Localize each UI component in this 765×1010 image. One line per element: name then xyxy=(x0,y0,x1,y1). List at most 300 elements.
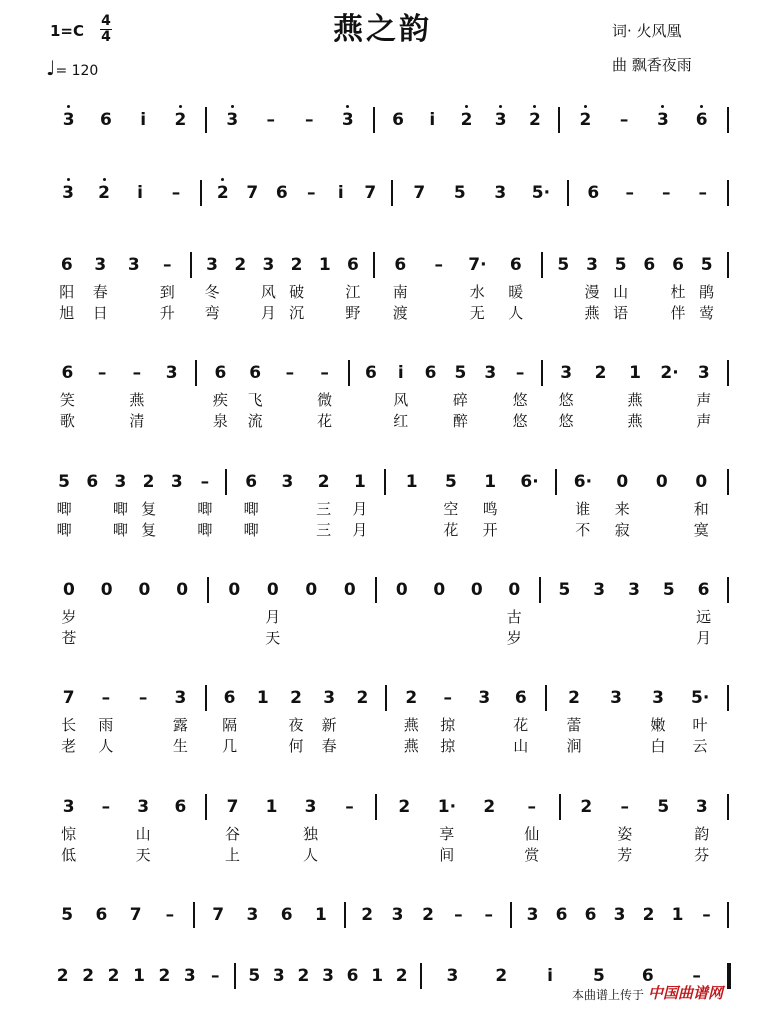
lyric-verse-2: 人 xyxy=(302,846,318,864)
note: 6 xyxy=(643,255,656,275)
lyric-verse-2: 不 xyxy=(575,521,591,539)
lyric-verse-1: 长 xyxy=(61,716,77,734)
note: 7 xyxy=(364,183,377,203)
lyric-verse-1: 花 xyxy=(513,716,529,734)
barline xyxy=(727,577,729,603)
note: 0 xyxy=(138,580,151,600)
note: 1 xyxy=(405,472,418,492)
note: – xyxy=(484,905,494,925)
lyric-verse-2: 伴 xyxy=(670,304,686,322)
note: – xyxy=(320,363,329,383)
lyric-verse-2: 涧 xyxy=(566,737,582,755)
note: – xyxy=(285,363,295,383)
note: i xyxy=(137,183,143,203)
note: 2 xyxy=(317,472,330,492)
note: – xyxy=(266,110,275,130)
lyric-verse-1: 雨 xyxy=(98,716,114,734)
note: 2 xyxy=(422,905,434,925)
lyric-verse-2: 沉 xyxy=(289,304,305,322)
lyric-verse-1: 笑 xyxy=(59,391,75,409)
lyric-verse-1: 微 xyxy=(317,391,333,409)
note: 2 xyxy=(142,472,155,492)
barline xyxy=(207,577,209,603)
lyric-verse-1: 三 xyxy=(316,500,332,518)
barline xyxy=(225,469,227,495)
barline xyxy=(375,577,377,603)
note: 3 xyxy=(60,110,78,130)
note: 6 xyxy=(584,905,597,925)
note: 0 xyxy=(266,580,279,600)
high-octave-dot xyxy=(346,105,349,108)
lyric-verse-1: 春 xyxy=(92,283,108,301)
note: 3 xyxy=(593,580,606,600)
note: 0 xyxy=(176,580,189,600)
barline xyxy=(727,107,729,133)
note: 6 xyxy=(245,472,258,492)
lyric-verse-2: 寞 xyxy=(693,521,709,539)
lyric-verse-2: 苍 xyxy=(61,629,77,647)
note: 0 xyxy=(62,580,75,600)
tempo-value: = 120 xyxy=(55,63,99,79)
lyric-verse-2: 天 xyxy=(265,629,281,647)
note: 2 xyxy=(458,110,476,130)
lyric-verse-2: 间 xyxy=(439,846,455,864)
lyric-verse-1: 江 xyxy=(345,283,361,301)
note: i xyxy=(397,363,404,383)
lyric-verse-1: 韵 xyxy=(694,825,710,843)
lyric-verse-2: 生 xyxy=(172,737,188,755)
lyric-verse-1: 月 xyxy=(265,608,281,626)
lyric-verse-2: 何 xyxy=(288,737,304,755)
high-octave-dot xyxy=(533,105,536,108)
note: – xyxy=(97,363,107,383)
barline xyxy=(193,902,195,928)
lyric-verse-1: 声 xyxy=(696,391,712,409)
lyric-verse-1: 古 xyxy=(506,608,522,626)
note: – xyxy=(702,905,711,925)
note: 3 xyxy=(183,966,196,986)
note: 5 xyxy=(614,255,627,275)
note: 5 xyxy=(453,183,466,203)
note: 6 xyxy=(223,688,236,708)
lyric-verse-1: 夜 xyxy=(288,716,304,734)
note: 5· xyxy=(691,688,710,708)
high-octave-dot xyxy=(221,178,224,181)
note: 6 xyxy=(249,363,262,383)
tempo-marking xyxy=(46,56,98,80)
lyric-verse-1: 阳 xyxy=(59,283,75,301)
lyric-verse-1: 漫 xyxy=(584,283,600,301)
lyric-verse-1: 惊 xyxy=(61,825,77,843)
note: 3 xyxy=(586,255,598,275)
barline xyxy=(510,902,512,928)
note: 2 xyxy=(356,688,369,708)
note: 3 xyxy=(127,255,140,275)
note: 2 xyxy=(158,966,171,986)
barline xyxy=(200,180,202,206)
note: 7 xyxy=(226,797,239,817)
high-octave-dot xyxy=(103,178,106,181)
note: – xyxy=(165,905,175,925)
note: 6 xyxy=(509,255,522,275)
note: 6 xyxy=(672,255,684,275)
lyric-verse-1: 南 xyxy=(392,283,408,301)
note: 7 xyxy=(246,183,259,203)
note: 1 xyxy=(671,905,684,925)
note: 2 xyxy=(56,966,69,986)
lyric-verse-2: 旭 xyxy=(59,304,75,322)
note: 6 xyxy=(394,255,407,275)
note: 1 xyxy=(318,255,331,275)
note: 6 xyxy=(346,255,359,275)
lyric-verse-2: 三 xyxy=(316,521,332,539)
note: 3 xyxy=(322,966,334,986)
lyric-verse-2: 唧 xyxy=(197,521,213,539)
high-octave-dot xyxy=(179,105,182,108)
note: 3 xyxy=(697,363,710,383)
note: 2 xyxy=(214,183,232,203)
barline xyxy=(555,469,557,495)
note: 7· xyxy=(468,255,487,275)
lyric-verse-2: 声 xyxy=(696,412,712,430)
barline xyxy=(541,360,543,386)
note: – xyxy=(625,183,634,203)
note: 7 xyxy=(62,688,75,708)
note: 7 xyxy=(413,183,426,203)
note: 0 xyxy=(655,472,668,492)
note: 2 xyxy=(483,797,496,817)
note: 6 xyxy=(697,580,710,600)
lyric-verse-1: 悠 xyxy=(558,391,574,409)
lyric-verse-1: 风 xyxy=(393,391,409,409)
song-title: 燕之韵 xyxy=(333,12,432,47)
note: 1 xyxy=(265,797,278,817)
note: 5 xyxy=(558,580,571,600)
note: 2 xyxy=(405,688,418,708)
note: 6 xyxy=(555,905,568,925)
lyric-verse-1: 姿 xyxy=(617,825,633,843)
note: – xyxy=(101,688,111,708)
barline xyxy=(205,685,207,711)
note: 1 xyxy=(133,966,145,986)
note: – xyxy=(163,255,172,275)
note: 2 xyxy=(580,797,593,817)
lyric-verse-2: 月 xyxy=(696,629,712,647)
lyric-verse-1: 和 xyxy=(693,500,709,518)
high-octave-dot xyxy=(661,105,664,108)
lyric-verse-2: 山 xyxy=(513,737,529,755)
lyric-verse-2: 悠 xyxy=(512,412,528,430)
note: 5 xyxy=(557,255,570,275)
lyric-verse-2: 低 xyxy=(61,846,77,864)
lyric-verse-1: 谷 xyxy=(224,825,240,843)
note: 2 xyxy=(398,797,411,817)
lyric-verse-2: 月 xyxy=(260,304,276,322)
lyric-verse-1: 嫩 xyxy=(650,716,666,734)
lyric-verse-1: 鹃 xyxy=(699,283,715,301)
note: – xyxy=(620,797,629,817)
lyric-verse-2: 人 xyxy=(508,304,524,322)
lyric-verse-2: 悠 xyxy=(558,412,574,430)
note: 6 xyxy=(587,183,600,203)
high-octave-dot xyxy=(584,105,587,108)
lyric-verse-2: 红 xyxy=(393,412,409,430)
note: 3 xyxy=(560,363,573,383)
barline xyxy=(727,469,729,495)
note: 3 xyxy=(652,688,664,708)
note: 3 xyxy=(281,472,294,492)
note: 1 xyxy=(256,688,269,708)
lyric-verse-1: 燕 xyxy=(129,391,145,409)
barline xyxy=(391,180,393,206)
barline xyxy=(541,252,543,278)
note: 2 xyxy=(594,363,607,383)
lyric-verse-1: 谁 xyxy=(575,500,591,518)
note: 2 xyxy=(526,110,544,130)
note: 1 xyxy=(314,905,327,925)
lyric-verse-2: 弯 xyxy=(204,304,220,322)
note: – xyxy=(515,363,525,383)
lyric-verse-1: 空 xyxy=(443,500,459,518)
note: i xyxy=(547,966,553,986)
lyric-verse-1: 隔 xyxy=(222,716,238,734)
barline xyxy=(559,794,561,820)
lyric-verse-2: 复 xyxy=(141,521,157,539)
lyric-verse-2: 掠 xyxy=(440,737,456,755)
barline xyxy=(539,577,541,603)
lyric-verse-2: 升 xyxy=(159,304,175,322)
note: 3 xyxy=(94,255,107,275)
note: 5 xyxy=(444,472,457,492)
barline xyxy=(727,180,729,206)
note: 3 xyxy=(62,797,75,817)
lyric-verse-1: 悠 xyxy=(512,391,528,409)
note: 2· xyxy=(660,363,679,383)
note: i xyxy=(337,183,344,203)
note: – xyxy=(305,110,314,130)
note: i xyxy=(429,110,436,130)
note: 2 xyxy=(576,110,594,130)
lyric-verse-2: 燕 xyxy=(627,412,643,430)
lyric-verse-2: 白 xyxy=(650,737,666,755)
note: 6· xyxy=(520,472,539,492)
note: 0 xyxy=(305,580,318,600)
lyric-verse-1: 鸣 xyxy=(482,500,498,518)
note: 6 xyxy=(99,110,112,130)
time-signature-bottom: 4 xyxy=(101,29,111,45)
note: – xyxy=(662,183,671,203)
lyric-verse-2: 老 xyxy=(61,737,77,755)
note: 6 xyxy=(364,363,377,383)
note: 6 xyxy=(86,472,99,492)
barline xyxy=(373,252,375,278)
high-octave-dot xyxy=(231,105,234,108)
lyric-verse-1: 唧 xyxy=(197,500,213,518)
barline xyxy=(420,963,422,989)
note: 6 xyxy=(346,966,359,986)
note: 3 xyxy=(695,797,708,817)
note: 6 xyxy=(641,966,654,986)
lyric-verse-1: 山 xyxy=(135,825,151,843)
final-barline xyxy=(727,963,731,989)
lyric-verse-1: 享 xyxy=(439,825,455,843)
note: 0 xyxy=(228,580,241,600)
key-signature: 1=C xyxy=(50,22,85,40)
lyric-verse-2: 渡 xyxy=(392,304,408,322)
barline xyxy=(190,252,192,278)
note: 5 xyxy=(454,363,467,383)
lyric-verse-1: 碎 xyxy=(452,391,468,409)
lyric-verse-2: 开 xyxy=(482,521,498,539)
note: 5 xyxy=(58,472,70,492)
barline xyxy=(727,902,729,928)
lyric-verse-1: 到 xyxy=(159,283,175,301)
barline xyxy=(727,252,729,278)
lyric-verse-2: 唧 xyxy=(112,521,128,539)
note: 6 xyxy=(514,688,527,708)
note: 7 xyxy=(129,905,142,925)
note: 2 xyxy=(82,966,95,986)
note: 3 xyxy=(391,905,404,925)
barline xyxy=(727,360,729,386)
barline xyxy=(384,469,386,495)
upload-credit: 本曲谱上传于 xyxy=(572,988,645,1002)
lyric-verse-2: 燕 xyxy=(584,304,600,322)
note: 1 xyxy=(484,472,497,492)
note: 3 xyxy=(137,797,150,817)
note: – xyxy=(138,688,148,708)
high-octave-dot xyxy=(700,105,703,108)
barline xyxy=(558,107,560,133)
note: 3 xyxy=(613,905,626,925)
note: 6 xyxy=(424,363,437,383)
lyric-verse-2: 岁 xyxy=(506,629,522,647)
note: 3 xyxy=(628,580,640,600)
note: 5 xyxy=(592,966,605,986)
note: 0 xyxy=(508,580,521,600)
barline xyxy=(195,360,197,386)
note: – xyxy=(434,255,443,275)
note: 3 xyxy=(272,966,285,986)
note: 6 xyxy=(693,110,711,130)
barline xyxy=(385,685,387,711)
note: 0 xyxy=(470,580,483,600)
lyric-verse-1: 露 xyxy=(172,716,188,734)
note: 3 xyxy=(494,183,507,203)
lyric-verse-2: 寂 xyxy=(614,521,630,539)
lyric-verse-2: 野 xyxy=(345,304,361,322)
barline xyxy=(373,107,375,133)
note: 3 xyxy=(114,472,127,492)
note: 5 xyxy=(700,255,713,275)
barline xyxy=(205,107,207,133)
lyric-verse-1: 唧 xyxy=(243,500,259,518)
lyric-verse-2: 赏 xyxy=(524,846,540,864)
note: 1· xyxy=(437,797,457,817)
time-signature xyxy=(100,14,112,45)
note: 0 xyxy=(395,580,408,600)
note: 3 xyxy=(170,472,183,492)
note: 3 xyxy=(223,110,241,130)
lyric-verse-1: 疾 xyxy=(212,391,228,409)
note: 5 xyxy=(657,797,670,817)
lyric-verse-1: 破 xyxy=(289,283,305,301)
lyric-verse-2: 莺 xyxy=(699,304,715,322)
note: – xyxy=(171,183,181,203)
note: 3 xyxy=(262,255,275,275)
note: 3 xyxy=(323,688,336,708)
note: – xyxy=(200,472,210,492)
lyric-verse-1: 掠 xyxy=(440,716,456,734)
note: 5· xyxy=(531,183,551,203)
note: – xyxy=(101,797,111,817)
note: – xyxy=(345,797,354,817)
barline xyxy=(375,794,377,820)
note: 7 xyxy=(212,905,225,925)
note: – xyxy=(211,966,220,986)
lyric-verse-2: 醉 xyxy=(452,412,468,430)
lyric-verse-1: 冬 xyxy=(204,283,220,301)
lyric-verse-2: 语 xyxy=(613,304,629,322)
note: 2 xyxy=(642,905,655,925)
lyric-verse-1: 新 xyxy=(321,716,337,734)
note: 0 xyxy=(100,580,113,600)
lyric-verse-2: 泉 xyxy=(212,412,228,430)
note: 3 xyxy=(478,688,491,708)
note: 6 xyxy=(275,183,288,203)
note: 3 xyxy=(654,110,672,130)
note: 0 xyxy=(616,472,629,492)
high-octave-dot xyxy=(465,105,468,108)
note: 5 xyxy=(248,966,261,986)
lyric-verse-1: 飞 xyxy=(247,391,263,409)
note: 2 xyxy=(361,905,374,925)
note: – xyxy=(692,966,701,986)
note: 2 xyxy=(95,183,113,203)
lyric-verse-1: 唧 xyxy=(112,500,128,518)
quarter-note-icon: ♩ xyxy=(46,56,56,80)
lyric-verse-1: 仙 xyxy=(524,825,540,843)
lyric-verse-1: 远 xyxy=(696,608,712,626)
note: 3 xyxy=(339,110,357,130)
note: 1 xyxy=(353,472,366,492)
note: 3 xyxy=(526,905,539,925)
lyric-verse-1: 唧 xyxy=(56,500,72,518)
note: – xyxy=(527,797,536,817)
high-octave-dot xyxy=(67,105,70,108)
note: 1 xyxy=(629,363,641,383)
note: 2 xyxy=(107,966,120,986)
note: 3 xyxy=(610,688,622,708)
lyric-verse-1: 燕 xyxy=(627,391,643,409)
note: 3 xyxy=(304,797,317,817)
note: 3 xyxy=(174,688,187,708)
lyric-verse-2: 花 xyxy=(317,412,333,430)
note: 3 xyxy=(59,183,77,203)
lyric-verse-2: 月 xyxy=(352,521,368,539)
barline xyxy=(727,794,729,820)
lyric-verse-2: 歌 xyxy=(59,412,75,430)
lyric-verse-2: 日 xyxy=(92,304,108,322)
lyric-verse-2: 燕 xyxy=(403,737,419,755)
lyric-verse-1: 水 xyxy=(469,283,485,301)
barline xyxy=(727,685,729,711)
note: 2 xyxy=(171,110,189,130)
note: – xyxy=(443,688,452,708)
barline xyxy=(567,180,569,206)
lyric-verse-1: 风 xyxy=(260,283,276,301)
lyric-verse-2: 春 xyxy=(321,737,337,755)
